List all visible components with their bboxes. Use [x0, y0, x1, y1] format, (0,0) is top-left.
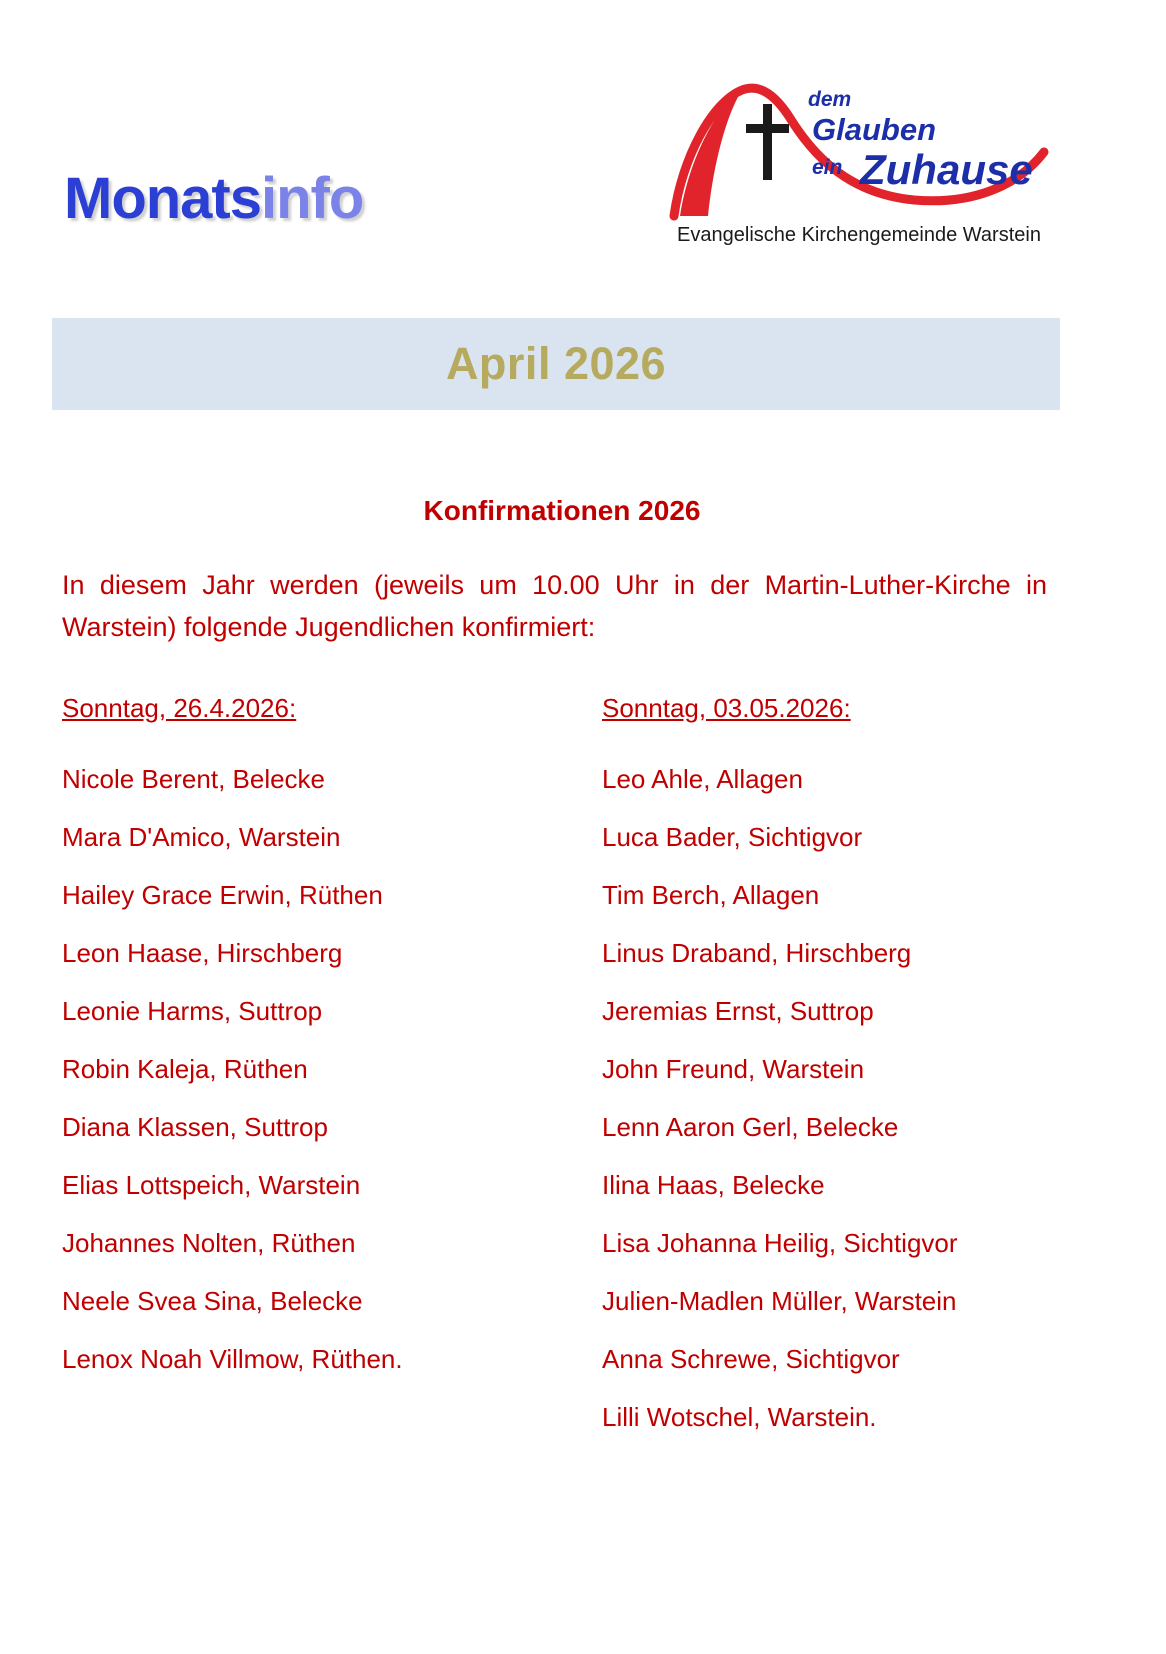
- masthead-title: [64, 165, 363, 232]
- list-item: Luca Bader, Sichtigvor: [602, 821, 863, 852]
- logo-word-zuhause: Zuhause: [860, 146, 1033, 193]
- list-item: Hailey Grace Erwin, Rüthen: [62, 879, 383, 910]
- list-item: Leo Ahle, Allagen: [602, 763, 803, 794]
- list-item: Ilina Haas, Belecke: [602, 1169, 825, 1200]
- list-item: Lenn Aaron Gerl, Belecke: [602, 1111, 899, 1142]
- list-item: Lenox Noah Villmow, Rüthen.: [62, 1343, 403, 1374]
- list-item: John Freund, Warstein: [602, 1053, 865, 1084]
- list-item: Lilli Wotschel, Warstein.: [602, 1401, 877, 1432]
- list-item: Tim Berch, Allagen: [602, 879, 820, 910]
- month-banner: [52, 318, 1060, 410]
- main-content: [62, 495, 1062, 1460]
- list-item: Nicole Berent, Belecke: [62, 763, 326, 794]
- list-item: Diana Klassen, Suttrop: [62, 1111, 328, 1142]
- list-item: Linus Draband, Hirschberg: [602, 937, 912, 968]
- masthead-title-part-a: Monats: [64, 166, 261, 231]
- logo-word-dem: dem: [808, 88, 852, 111]
- list-item: Elias Lottspeich, Warstein: [62, 1169, 361, 1200]
- church-logo: [664, 66, 1054, 266]
- list-item: Anna Schrewe, Sichtigvor: [602, 1343, 900, 1374]
- list-item: Leon Haase, Hirschberg: [62, 937, 343, 968]
- column-heading-date-1: Sonntag, 26.4.2026:: [62, 692, 297, 723]
- confirmation-columns: [62, 693, 1062, 1460]
- confirmation-column-1: [62, 693, 602, 1460]
- masthead-title-part-b: info: [261, 166, 364, 231]
- logo-word-ein: ein: [812, 156, 843, 179]
- confirmation-column-2: [602, 693, 1062, 1460]
- list-item: Leonie Harms, Suttrop: [62, 995, 323, 1026]
- list-item: Neele Svea Sina, Belecke: [62, 1285, 363, 1316]
- column-heading-date-2: Sonntag, 03.05.2026:: [602, 692, 851, 723]
- list-item: Robin Kaleja, Rüthen: [62, 1053, 308, 1084]
- logo-caption: Evangelische Kirchengemeinde Warstein: [677, 224, 1041, 246]
- list-item: Julien-Madlen Müller, Warstein: [602, 1285, 957, 1316]
- document-header: [0, 0, 1166, 300]
- intro-paragraph: In diesem Jahr werden (jeweils um 10.00 Uhr in der Martin-Luther-Kirche in Warstein) folgende Jugendlichen konfirmiert:: [62, 570, 1047, 642]
- logo-word-glauben: Glauben: [812, 112, 937, 147]
- cross-icon: [746, 104, 789, 180]
- list-item: Jeremias Ernst, Suttrop: [602, 995, 874, 1026]
- month-banner-text: April 2026: [445, 338, 667, 389]
- list-item: Johannes Nolten, Rüthen: [62, 1227, 356, 1258]
- list-item: Mara D'Amico, Warstein: [62, 821, 341, 852]
- list-item: Lisa Johanna Heilig, Sichtigvor: [602, 1227, 958, 1258]
- logo-swoosh-icon: [664, 66, 1054, 226]
- page-title: Konfirmationen 2026: [423, 495, 701, 526]
